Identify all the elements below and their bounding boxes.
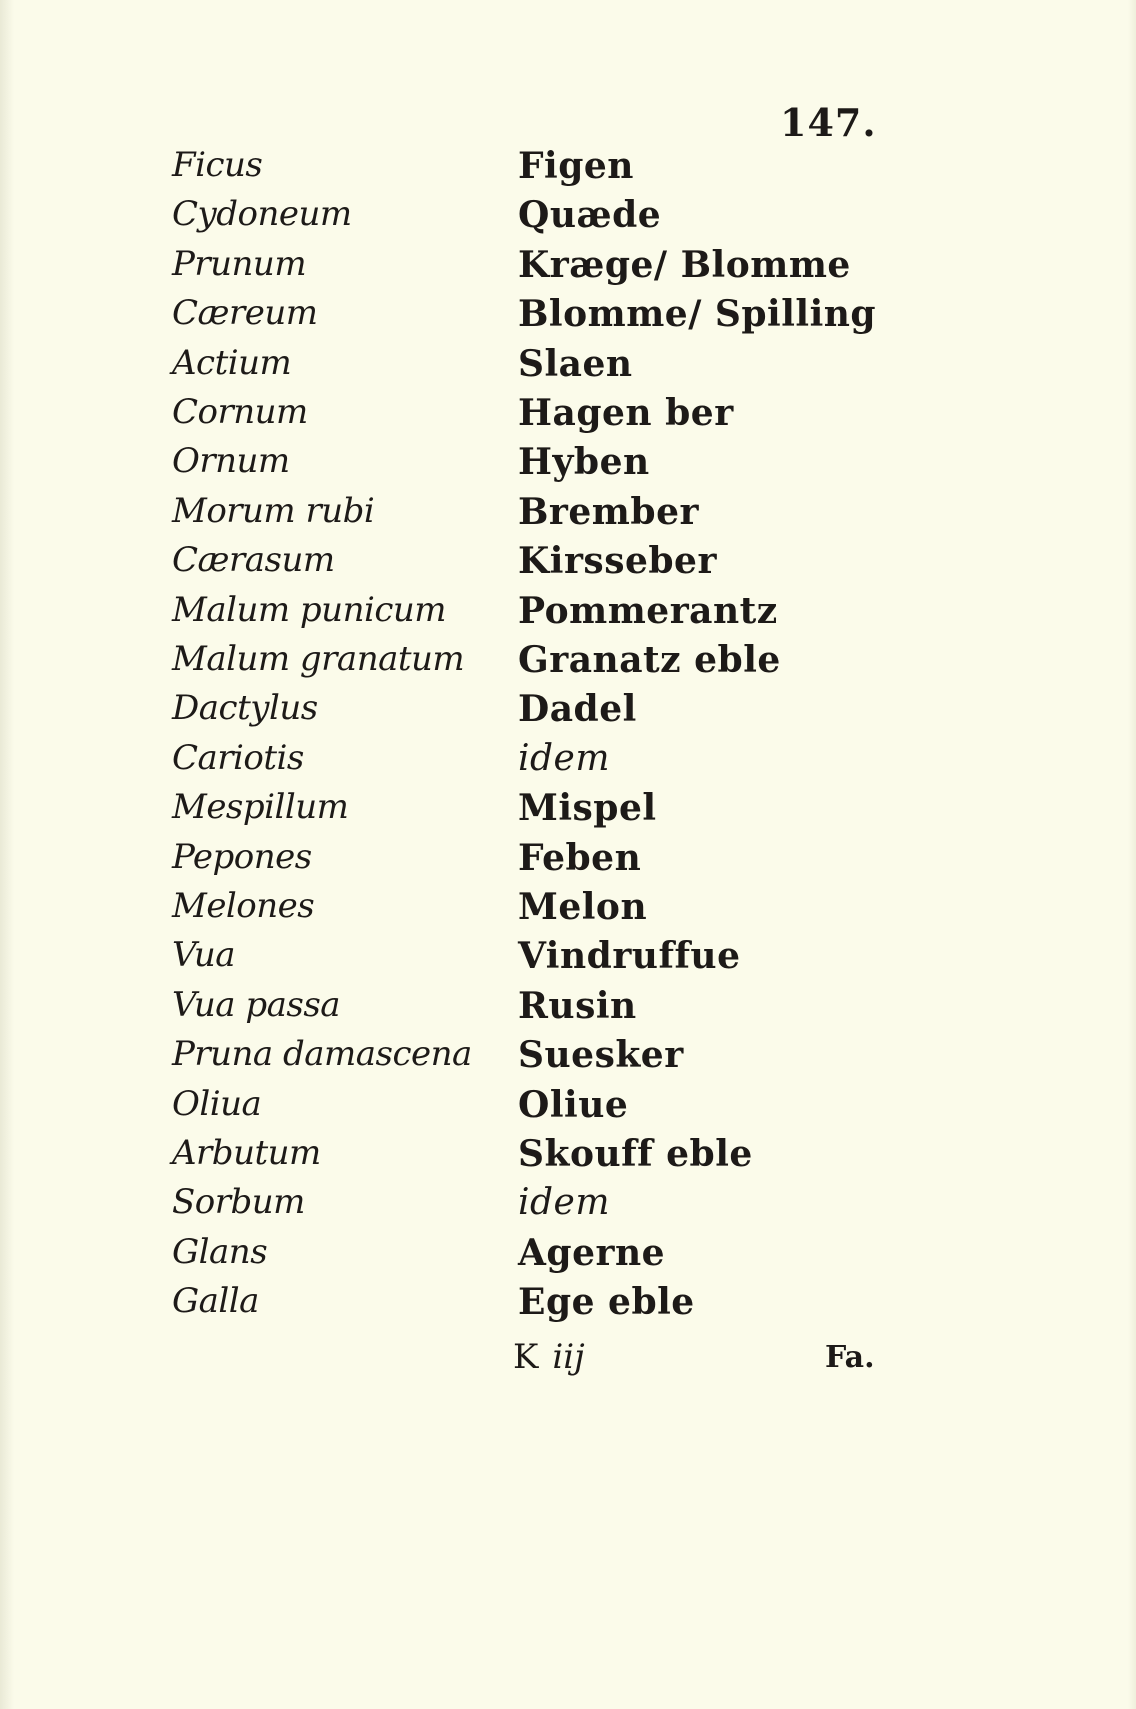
glossary-row [0,688,1136,737]
vernacular-term: Pommerantz [518,590,778,632]
vernacular-term: Kræge/ Blomme [518,244,851,286]
vernacular-term: Feben [518,837,642,879]
latin-term: Mespillum [172,787,349,827]
glossary-row [0,491,1136,540]
vernacular-term: Hyben [518,441,650,483]
vernacular-term: Figen [518,145,634,187]
latin-term: Cariotis [172,738,304,778]
latin-term: Galla [172,1281,259,1321]
vernacular-term: Agerne [518,1232,666,1274]
vernacular-term: Granatz eble [518,639,781,681]
catchword: Fa. [825,1340,875,1375]
latin-term: Arbutum [172,1133,321,1173]
latin-term: Cærasum [172,540,335,580]
latin-term: Vua passa [172,985,341,1025]
glossary-row [0,738,1136,787]
latin-term: Cornum [172,392,308,432]
glossary-row [0,392,1136,441]
latin-term: Pruna damascena [172,1034,472,1074]
page-number: 147. [780,100,877,145]
glossary-row [0,293,1136,342]
latin-term: Morum rubi [172,491,375,531]
latin-term: Pepones [172,837,312,877]
glossary-row [0,244,1136,293]
glossary-row [0,194,1136,243]
vernacular-term: Rusin [518,985,637,1027]
glossary-row [0,787,1136,836]
vernacular-term: Quæde [518,194,662,236]
vernacular-term: Mispel [518,787,657,829]
glossary-row [0,886,1136,935]
glossary-row [0,985,1136,1034]
glossary-row [0,590,1136,639]
vernacular-term: Slaen [518,343,633,385]
latin-term: Malum granatum [172,639,465,679]
latin-term: Glans [172,1232,268,1272]
vernacular-term: Melon [518,886,648,928]
vernacular-term: Vindruffue [518,935,741,977]
glossary-row [0,1232,1136,1281]
glossary-row [0,1281,1136,1330]
signature-mark [513,1337,585,1377]
vernacular-term: Dadel [518,688,637,730]
latin-term: Sorbum [172,1182,305,1222]
signature-number: iij [552,1337,585,1377]
vernacular-term: Skouff eble [518,1133,753,1175]
vernacular-term: Hagen ber [518,392,734,434]
glossary-row [0,441,1136,490]
latin-term: Actium [172,343,292,383]
vernacular-term: Oliue [518,1084,629,1126]
vernacular-term: Ege eble [518,1281,695,1323]
glossary-row [0,837,1136,886]
glossary-row [0,935,1136,984]
latin-term: Cydoneum [172,194,352,234]
latin-term: Cæreum [172,293,318,333]
vernacular-term: Suesker [518,1034,684,1076]
glossary-row [0,1133,1136,1182]
signature-letter: K [513,1337,539,1377]
vernacular-term: Blomme/ Spilling [518,293,877,335]
latin-term: Vua [172,935,236,975]
latin-term: Ornum [172,441,290,481]
latin-term: Prunum [172,244,307,284]
vernacular-term: Brember [518,491,699,533]
glossary-row [0,1034,1136,1083]
glossary-row [0,343,1136,392]
latin-term: Melones [172,886,315,926]
latin-term: Malum punicum [172,590,447,630]
latin-term: Oliua [172,1084,262,1124]
glossary-row [0,145,1136,194]
latin-term: Dactylus [172,688,318,728]
vernacular-term: idem [518,738,610,779]
vernacular-term: idem [518,1182,610,1223]
latin-term: Ficus [172,145,263,185]
glossary-row [0,639,1136,688]
vernacular-term: Kirsseber [518,540,717,582]
glossary-row [0,1084,1136,1133]
glossary-row [0,540,1136,589]
glossary-row [0,1182,1136,1231]
